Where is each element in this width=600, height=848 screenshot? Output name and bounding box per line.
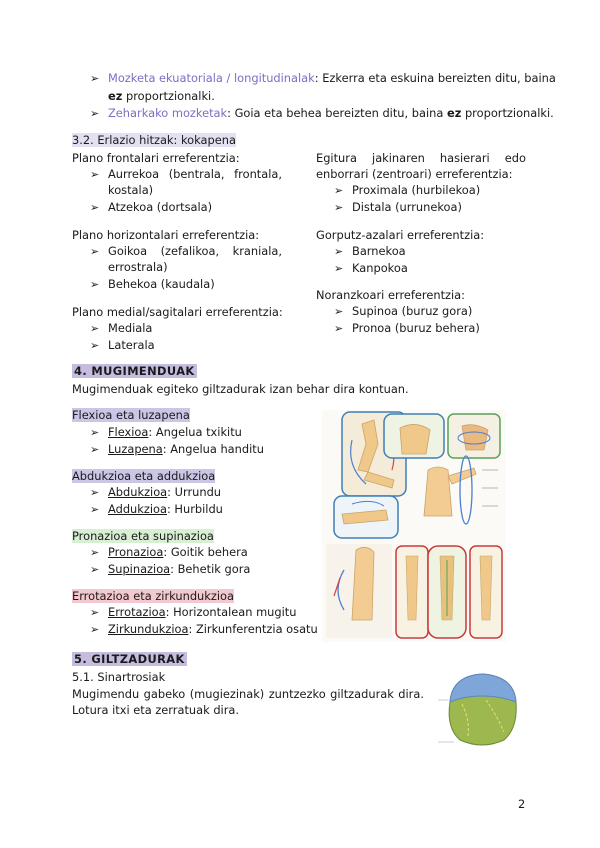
abduction-title: Abdukzioa eta addukzioa: [72, 469, 216, 483]
rotation-body-illustration: [326, 544, 392, 638]
bullet-arrow-icon: ➢: [90, 486, 100, 499]
bullet-arrow-icon: ➢: [90, 606, 100, 619]
bullet-arrow-icon: ➢: [90, 72, 100, 85]
flexion-item-1: Flexioa: Angelua txikitu: [108, 425, 242, 439]
bullet-arrow-icon: ➢: [334, 184, 344, 197]
bullet-arrow-icon: ➢: [334, 305, 344, 318]
section-5-1-subtitle: 5.1. Sinartrosiak: [72, 670, 166, 684]
gorputz-item-1: Barnekoa: [352, 244, 406, 258]
intro-bullet-1-cont: ez proportzionalki.: [108, 89, 215, 103]
bullet-arrow-icon: ➢: [334, 245, 344, 258]
movements-figure: [322, 410, 506, 642]
egitura-title: Egitura jakinaren hasierari edo: [316, 151, 526, 165]
frontal-item-2: Atzekoa (dortsala): [108, 200, 213, 214]
bullet-arrow-icon: ➢: [90, 339, 100, 352]
intro-bullet-1: Mozketa ekuatoriala / longitudinalak: Ezkerra eta eskuina bereizten ditu, baina: [108, 71, 556, 85]
abduction-item-1: Abdukzioa: Urrundu: [108, 485, 222, 499]
bullet-arrow-icon: ➢: [90, 201, 100, 214]
skull-illustration: [434, 670, 528, 750]
intro-bullet-2: Zeharkako mozketak: Goia eta behea bereizten ditu, baina ez proportzionalki.: [108, 106, 554, 120]
section-4-intro: Mugimenduak egiteko giltzadurak izan behar dira kontuan.: [72, 382, 409, 396]
egitura-item-1: Proximala (hurbilekoa): [352, 183, 481, 197]
bullet-arrow-icon: ➢: [90, 443, 100, 456]
term-zeharkako: Zeharkako mozketak: [108, 106, 228, 120]
bullet-arrow-icon: ➢: [334, 262, 344, 275]
rotation-title: Errotazioa eta zirkundukzioa: [72, 589, 234, 603]
rotation-item-2: Zirkundukzioa: Zirkunferentzia osatu: [108, 622, 318, 636]
horizontal-title: Plano horizontalari erreferentzia:: [72, 228, 260, 242]
page-number: 2: [518, 797, 526, 811]
pronation-supination-panels: [396, 546, 502, 638]
frontal-title: Plano frontalari erreferentzia:: [72, 151, 240, 165]
abduction-item-2: Addukzioa: Hurbildu: [108, 502, 223, 516]
bullet-arrow-icon: ➢: [90, 245, 100, 258]
bullet-arrow-icon: ➢: [90, 623, 100, 636]
gorputz-title: Gorputz-azalari erreferentzia:: [316, 228, 485, 242]
gorputz-item-2: Kanpokoa: [352, 261, 408, 275]
bullet-arrow-icon: ➢: [90, 168, 100, 181]
egitura-title-cont: enborrari (zentroari) erreferentzia:: [316, 167, 513, 181]
bullet-arrow-icon: ➢: [90, 278, 100, 291]
bullet-arrow-icon: ➢: [90, 426, 100, 439]
pronation-title: Pronazioa eta supinazioa: [72, 529, 214, 543]
noranzko-item-2: Pronoa (buruz behera): [352, 321, 480, 335]
sinartrosis-paragraph-line-2: Lotura itxi eta zerratuak dira.: [72, 703, 240, 717]
frontal-item-1: Aurrekoa (bentrala, frontala,: [108, 167, 282, 181]
bullet-arrow-icon: ➢: [90, 107, 100, 120]
bullet-arrow-icon: ➢: [334, 322, 344, 335]
section-4-title: 4. MUGIMENDUAK: [74, 364, 195, 378]
sinartrosis-paragraph-line-1: Mugimendu gabeko (mugiezinak) zuntzezko giltzadurak dira.: [72, 687, 424, 701]
horizontal-item-2: Behekoa (kaudala): [108, 277, 215, 291]
egitura-item-2: Distala (urrunekoa): [352, 200, 462, 214]
noranzko-title: Noranzkoari erreferentzia:: [316, 288, 465, 302]
medial-title: Plano medial/sagitalari erreferentzia:: [72, 305, 283, 319]
horizontal-item-1: Goikoa (zefalikoa, kraniala,: [108, 244, 282, 258]
pronation-item-2: Supinazioa: Behetik gora: [108, 562, 251, 576]
rotation-item-1: Errotazioa: Horizontalean mugitu: [108, 605, 297, 619]
section-5-title: 5. GILTZADURAK: [74, 652, 185, 666]
medial-item-2: Laterala: [108, 338, 155, 352]
bullet-arrow-icon: ➢: [90, 322, 100, 335]
bullet-arrow-icon: ➢: [90, 546, 100, 559]
horizontal-item-1-cont: errostrala): [108, 260, 168, 274]
noranzko-item-1: Supinoa (buruz gora): [352, 304, 473, 318]
medial-item-1: Mediala: [108, 321, 153, 335]
flexion-item-2: Luzapena: Angelua handitu: [108, 442, 264, 456]
pronation-item-1: Pronazioa: Goitik behera: [108, 545, 248, 559]
section-3-2-title: 3.2. Erlazio hitzak: kokapena: [72, 133, 236, 147]
bullet-arrow-icon: ➢: [90, 563, 100, 576]
bullet-arrow-icon: ➢: [334, 201, 344, 214]
bullet-arrow-icon: ➢: [90, 503, 100, 516]
frontal-item-1-cont: kostala): [108, 183, 154, 197]
flexion-title: Flexioa eta luzapena: [72, 408, 190, 422]
term-longitudinal: Mozketa ekuatoriala / longitudinalak: [108, 71, 315, 85]
